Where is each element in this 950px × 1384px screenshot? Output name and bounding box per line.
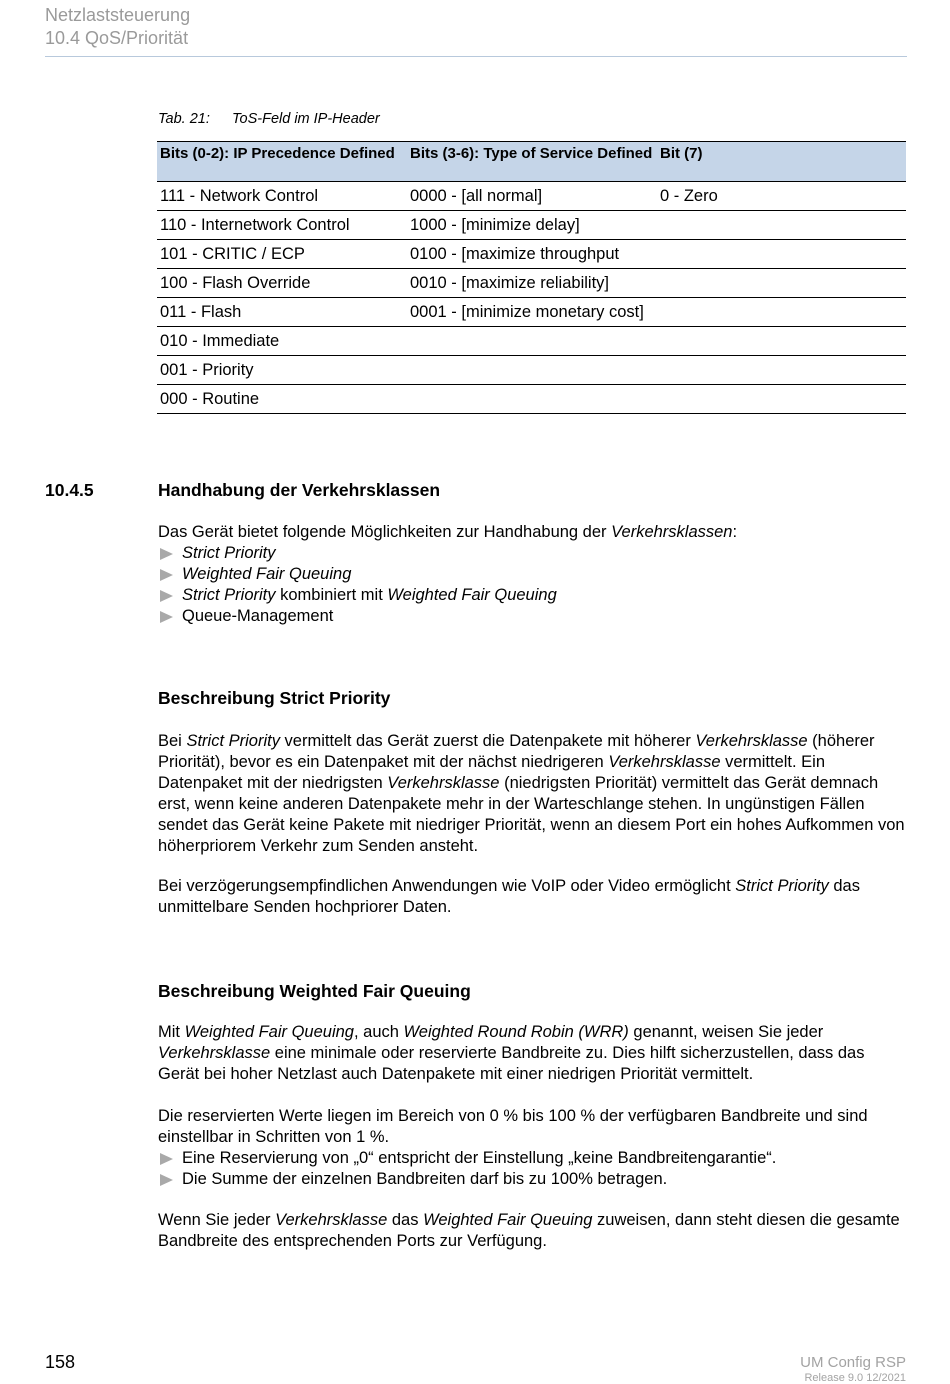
table-row (157, 356, 906, 385)
option-list (158, 543, 908, 627)
table-row (157, 269, 906, 298)
table-row (157, 298, 906, 327)
table-cell (657, 356, 906, 385)
triangle-bullet-icon (160, 569, 173, 581)
text-run: das unmittelbare Senden hochpriorer Daten. (158, 877, 860, 916)
triangle-bullet-icon (160, 611, 173, 623)
section-title: Handhabung der Verkehrsklassen (158, 480, 441, 500)
triangle-bullet-icon (160, 548, 173, 560)
emphasis: Strict Priority (182, 586, 276, 604)
table-row (157, 182, 906, 211)
text-run: (höherer Priorität), bevor es ein Datenpaket mit der nächst niedrigeren (158, 732, 875, 771)
table-cell (657, 327, 906, 356)
page-number: 158 (45, 1352, 76, 1372)
text-run: zuweisen, dann steht diesen die gesamte Bandbreite des entsprechenden Ports zur Verfügung. (158, 1211, 900, 1250)
emphasis: Weighted Fair Queuing (182, 565, 352, 583)
text-run: Die reservierten Werte liegen im Bereich von 0 % bis 100 % der verfügbaren Bandbreite und sind einstellbar in Schritten von 1 %. (158, 1107, 868, 1146)
text-run: (niedrigsten Priorität) vermittelt das Gerät demnach erst, wenn keine anderen Datenpakete mehr in der Warteschlange stehen. In ungünstigen Fällen sendet das Gerät keine Pakete mit niedriger Priorität, wenn an diesem Port ein hohes Aufkommen von höherpriorem Verkehr zum Senden ansteht. (158, 774, 905, 855)
table-cell: 010 - Immediate (157, 327, 407, 356)
list-item (158, 1169, 908, 1190)
list-item (158, 606, 908, 627)
table-caption (158, 111, 380, 127)
wfq-list (158, 1148, 908, 1190)
table-cell: 0010 - [maximize reliability] (407, 269, 657, 298)
emphasis: Strict Priority (182, 544, 276, 562)
footer-doc-title: UM Config RSP (800, 1354, 906, 1371)
table-row (157, 211, 906, 240)
emphasis: Verkehrsklasse (387, 774, 500, 792)
text-run: Mit (158, 1023, 185, 1041)
strict-priority-p2 (158, 876, 908, 918)
table-cell (407, 327, 657, 356)
column-header-bit7: Bit (7) (657, 142, 906, 182)
text-run: Bei (158, 732, 187, 750)
text-run: Das Gerät bietet folgende Möglichkeiten zur Handhabung der (158, 523, 612, 541)
triangle-bullet-icon (160, 1174, 173, 1186)
emphasis: Verkehrsklasse (275, 1211, 388, 1229)
text-run: genannt, weisen Sie jeder (628, 1023, 824, 1041)
table-cell (657, 298, 906, 327)
header-section: 10.4 QoS/Priorität (45, 28, 189, 48)
list-item (158, 585, 908, 606)
table-cell: 0 - Zero (657, 182, 906, 211)
header-rule (45, 56, 907, 57)
emphasis: Weighted Fair Queuing (387, 586, 557, 604)
triangle-bullet-icon (160, 590, 173, 602)
table-cell (657, 211, 906, 240)
header-chapter: Netzlaststeuerung (45, 5, 191, 25)
triangle-bullet-icon (160, 1153, 173, 1165)
table-cell: 0100 - [maximize throughput (407, 240, 657, 269)
text-run: kombiniert mit (275, 586, 388, 604)
text-run: : (732, 523, 738, 541)
text-run: , auch (353, 1023, 404, 1041)
table-row (157, 240, 906, 269)
list-item (158, 543, 908, 564)
text-run: Queue-Management (182, 607, 334, 625)
text-run: eine minimale oder reservierte Bandbreite zu. Dies hilft sicherzustellen, dass das Gerät bei hoher Netzlast auch Datenpakete mit einer niedrigen Priorität vermittelt. (158, 1044, 865, 1083)
emphasis: Strict Priority (186, 732, 280, 750)
intro-paragraph (158, 522, 908, 543)
text-run: Eine Reservierung von „0“ entspricht der Einstellung „keine Bandbreitengarantie“. (182, 1149, 777, 1167)
text-run: Die Summe der einzelnen Bandbreiten darf bis zu 100% betragen. (182, 1170, 668, 1188)
strict-priority-heading: Beschreibung Strict Priority (158, 688, 391, 708)
table-cell: 111 - Network Control (157, 182, 407, 211)
table-cell: 110 - Internetwork Control (157, 211, 407, 240)
table-cell: 0001 - [minimize monetary cost] (407, 298, 657, 327)
table-cell: 100 - Flash Override (157, 269, 407, 298)
emphasis: Verkehrsklasse (158, 1044, 271, 1062)
emphasis: Verkehrsklassen (611, 523, 733, 541)
section-number: 10.4.5 (45, 480, 94, 500)
column-header-tos: Bits (3-6): Type of Service Defined (407, 142, 657, 182)
table-cell (407, 356, 657, 385)
table-cell: 1000 - [minimize delay] (407, 211, 657, 240)
emphasis: Weighted Fair Queuing (184, 1023, 354, 1041)
table-cell: 011 - Flash (157, 298, 407, 327)
table-caption-text: ToS-Feld im IP-Header (232, 111, 380, 127)
strict-priority-p1 (158, 731, 908, 857)
table-cell (407, 385, 657, 414)
tos-table (157, 141, 906, 414)
table-cell: 101 - CRITIC / ECP (157, 240, 407, 269)
section-intro (158, 522, 908, 627)
running-header (45, 4, 190, 50)
table-cell: 001 - Priority (157, 356, 407, 385)
emphasis: Weighted Fair Queuing (423, 1211, 593, 1229)
table-header-row (157, 142, 906, 182)
table-cell: 000 - Routine (157, 385, 407, 414)
wfq-p1 (158, 1022, 908, 1085)
text-run: vermittelt. Ein Datenpaket mit der niedrigsten (158, 753, 826, 792)
emphasis: Weighted Round Robin (WRR) (403, 1023, 629, 1041)
emphasis: Strict Priority (735, 877, 829, 895)
emphasis: Verkehrsklasse (695, 732, 808, 750)
column-header-precedence: Bits (0-2): IP Precedence Defined (157, 142, 407, 182)
wfq-p3 (158, 1210, 908, 1252)
table-caption-label: Tab. 21: (158, 111, 210, 127)
wfq-heading: Beschreibung Weighted Fair Queuing (158, 981, 471, 1001)
emphasis: Verkehrsklasse (608, 753, 721, 771)
footer-release: Release 9.0 12/2021 (804, 1372, 906, 1384)
list-item (158, 564, 908, 585)
wfq-p2 (158, 1106, 908, 1190)
table-cell (657, 240, 906, 269)
table-row (157, 385, 906, 414)
text-run: vermittelt das Gerät zuerst die Datenpakete mit höherer (279, 732, 696, 750)
table-cell (657, 385, 906, 414)
table-cell (657, 269, 906, 298)
table-cell: 0000 - [all normal] (407, 182, 657, 211)
list-item (158, 1148, 908, 1169)
text-run: das (387, 1211, 424, 1229)
text-run: Wenn Sie jeder (158, 1211, 276, 1229)
table-row (157, 327, 906, 356)
text-run: Bei verzögerungsempfindlichen Anwendungen wie VoIP oder Video ermöglicht (158, 877, 736, 895)
